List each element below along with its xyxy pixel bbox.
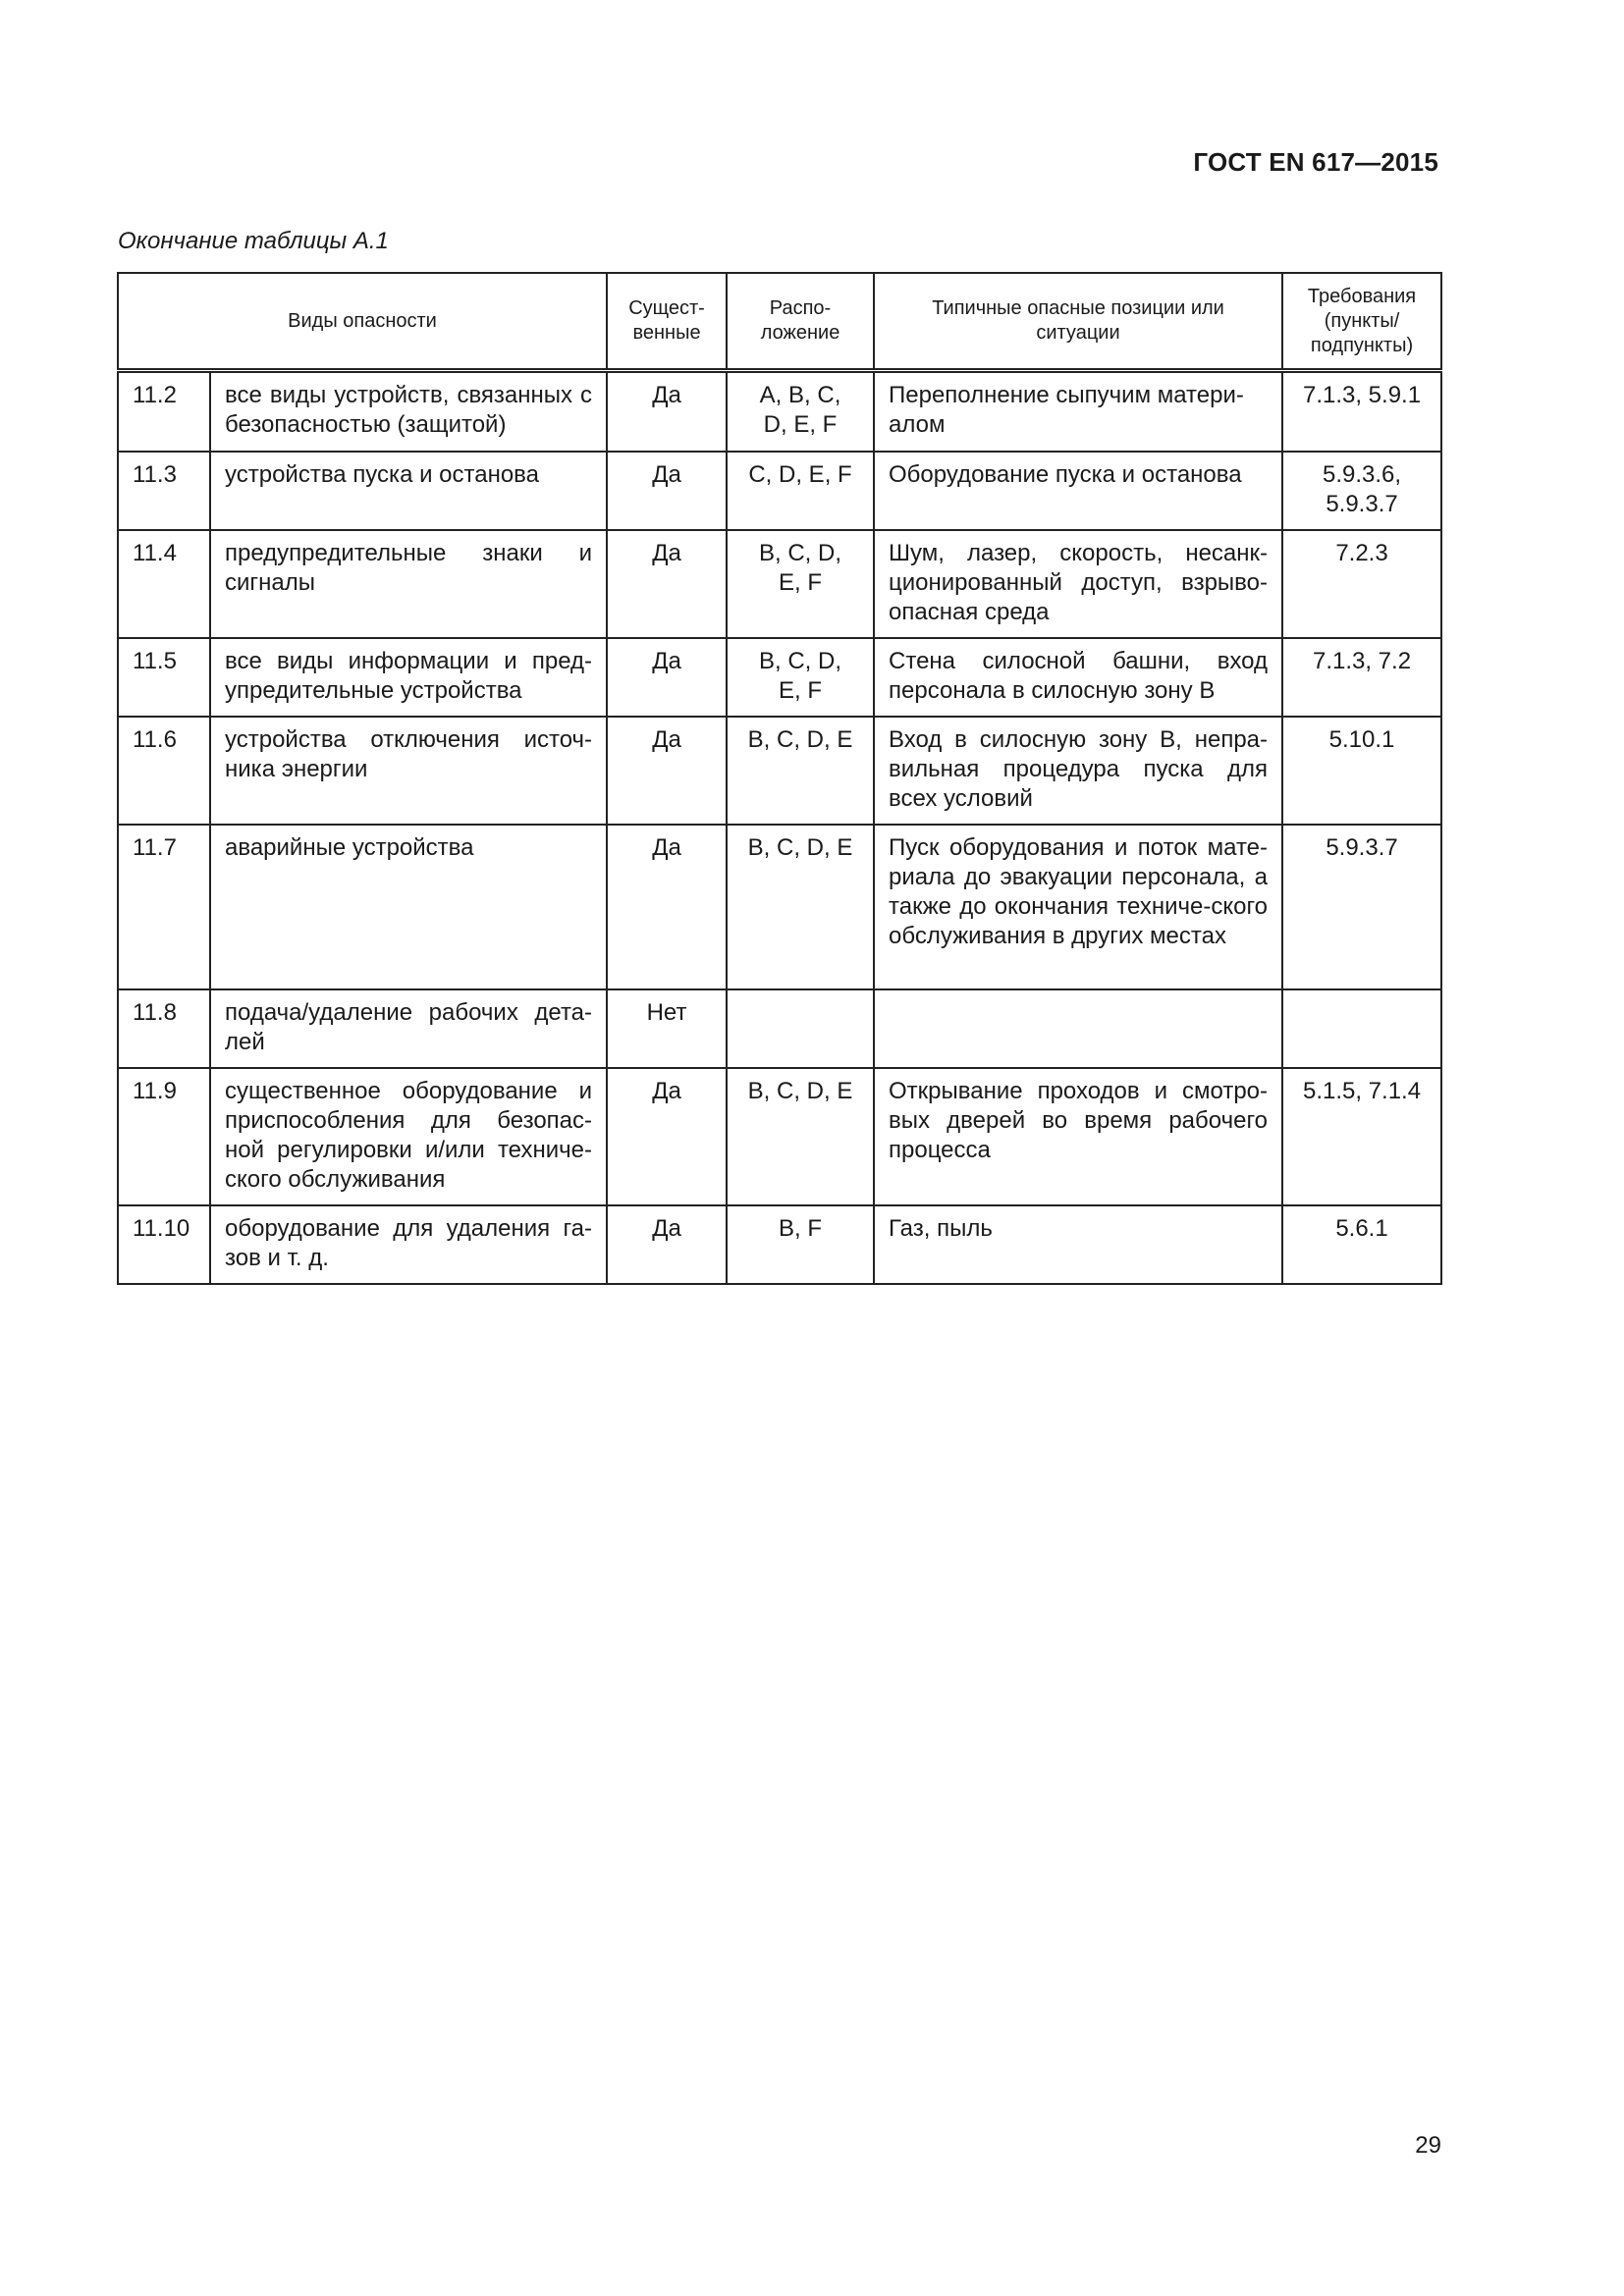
requirements-cell: 5.10.1 xyxy=(1282,717,1441,825)
row-number: 11.2 xyxy=(118,371,210,452)
situation-cell: Оборудование пуска и останова xyxy=(874,452,1282,530)
significant-cell: Да xyxy=(607,530,727,638)
row-number: 11.5 xyxy=(118,638,210,717)
situation-cell: Открывание проходов и смотро-вых дверей во время рабочего процесса xyxy=(874,1068,1282,1205)
location-cell xyxy=(727,989,874,1068)
location-cell: B, C, D, E xyxy=(727,1068,874,1205)
row-number: 11.8 xyxy=(118,989,210,1068)
hazard-type-cell: устройства пуска и останова xyxy=(210,452,607,530)
location-cell: B, C, D, E xyxy=(727,717,874,825)
requirements-cell: 7.1.3, 7.2 xyxy=(1282,638,1441,717)
table-row xyxy=(118,825,1441,989)
column-header-location-label: Распо- ложение xyxy=(760,297,840,344)
table-row xyxy=(118,530,1441,638)
row-number: 11.4 xyxy=(118,530,210,638)
table-caption: Окончание таблицы А.1 xyxy=(118,228,389,254)
hazards-table xyxy=(117,272,1442,1285)
row-number: 11.9 xyxy=(118,1068,210,1205)
hazard-type-cell: подача/удаление рабочих дета-лей xyxy=(210,989,607,1068)
row-number: 11.10 xyxy=(118,1205,210,1284)
table-body xyxy=(118,371,1441,1284)
hazard-type-cell: устройства отключения источ-ника энергии xyxy=(210,717,607,825)
significant-cell: Да xyxy=(607,638,727,717)
column-header-significant-label: Сущест- венные xyxy=(628,297,705,344)
situation-cell: Пуск оборудования и поток мате-риала до эвакуации персонала, а также до окончания техниче-ского обслуживания в других местах xyxy=(874,825,1282,989)
requirements-cell: 7.1.3, 5.9.1 xyxy=(1282,371,1441,452)
hazard-type-cell: аварийные устройства xyxy=(210,825,607,989)
location-cell: B, F xyxy=(727,1205,874,1284)
significant-cell: Да xyxy=(607,371,727,452)
significant-cell: Нет xyxy=(607,989,727,1068)
column-header-situations: Типичные опасные позиции или ситуации xyxy=(874,273,1282,371)
table-row xyxy=(118,1205,1441,1284)
row-number: 11.7 xyxy=(118,825,210,989)
requirements-cell: 5.9.3.6, 5.9.3.7 xyxy=(1282,452,1441,530)
table-row xyxy=(118,717,1441,825)
table-row xyxy=(118,452,1441,530)
hazard-type-cell: существенное оборудование и приспособления для безопас-ной регулировки и/или техниче-ского обслуживания xyxy=(210,1068,607,1205)
hazard-type-cell: все виды устройств, связанных с безопасностью (защитой) xyxy=(210,371,607,452)
requirements-cell: 5.6.1 xyxy=(1282,1205,1441,1284)
hazard-type-cell: все виды информации и пред-упредительные устройства xyxy=(210,638,607,717)
table-row xyxy=(118,371,1441,452)
situation-cell: Вход в силосную зону B, непра-вильная процедура пуска для всех условий xyxy=(874,717,1282,825)
situation-cell: Шум, лазер, скорость, несанк-ционированный доступ, взрыво-опасная среда xyxy=(874,530,1282,638)
situation-cell xyxy=(874,989,1282,1068)
significant-cell: Да xyxy=(607,1205,727,1284)
location-cell: B, C, D, E xyxy=(727,825,874,989)
table-row xyxy=(118,989,1441,1068)
requirements-cell xyxy=(1282,989,1441,1068)
location-cell: B, C, D, E, F xyxy=(727,530,874,638)
situation-cell: Газ, пыль xyxy=(874,1205,1282,1284)
significant-cell: Да xyxy=(607,717,727,825)
requirements-cell: 5.1.5, 7.1.4 xyxy=(1282,1068,1441,1205)
table-row xyxy=(118,1068,1441,1205)
table-header-row xyxy=(118,273,1441,371)
significant-cell: Да xyxy=(607,1068,727,1205)
significant-cell: Да xyxy=(607,452,727,530)
document-standard-header: ГОСТ EN 617—2015 xyxy=(1193,147,1438,177)
requirements-cell: 5.9.3.7 xyxy=(1282,825,1441,989)
hazard-type-cell: предупредительные знаки и сигналы xyxy=(210,530,607,638)
situation-cell: Стена силосной башни, вход персонала в силосную зону B xyxy=(874,638,1282,717)
hazard-type-cell: оборудование для удаления га-зов и т. д. xyxy=(210,1205,607,1284)
row-number: 11.6 xyxy=(118,717,210,825)
location-cell: A, B, C, D, E, F xyxy=(727,371,874,452)
significant-cell: Да xyxy=(607,825,727,989)
column-header-hazard-types: Виды опасности xyxy=(118,273,607,371)
column-header-significant xyxy=(607,273,727,371)
requirements-cell: 7.2.3 xyxy=(1282,530,1441,638)
location-cell: B, C, D, E, F xyxy=(727,638,874,717)
situation-cell: Переполнение сыпучим матери- алом xyxy=(874,371,1282,452)
column-header-location xyxy=(727,273,874,371)
page-number: 29 xyxy=(1415,2132,1441,2159)
row-number: 11.3 xyxy=(118,452,210,530)
table-row xyxy=(118,638,1441,717)
location-cell: C, D, E, F xyxy=(727,452,874,530)
column-header-requirements: Требования (пункты/ подпункты) xyxy=(1282,273,1441,371)
